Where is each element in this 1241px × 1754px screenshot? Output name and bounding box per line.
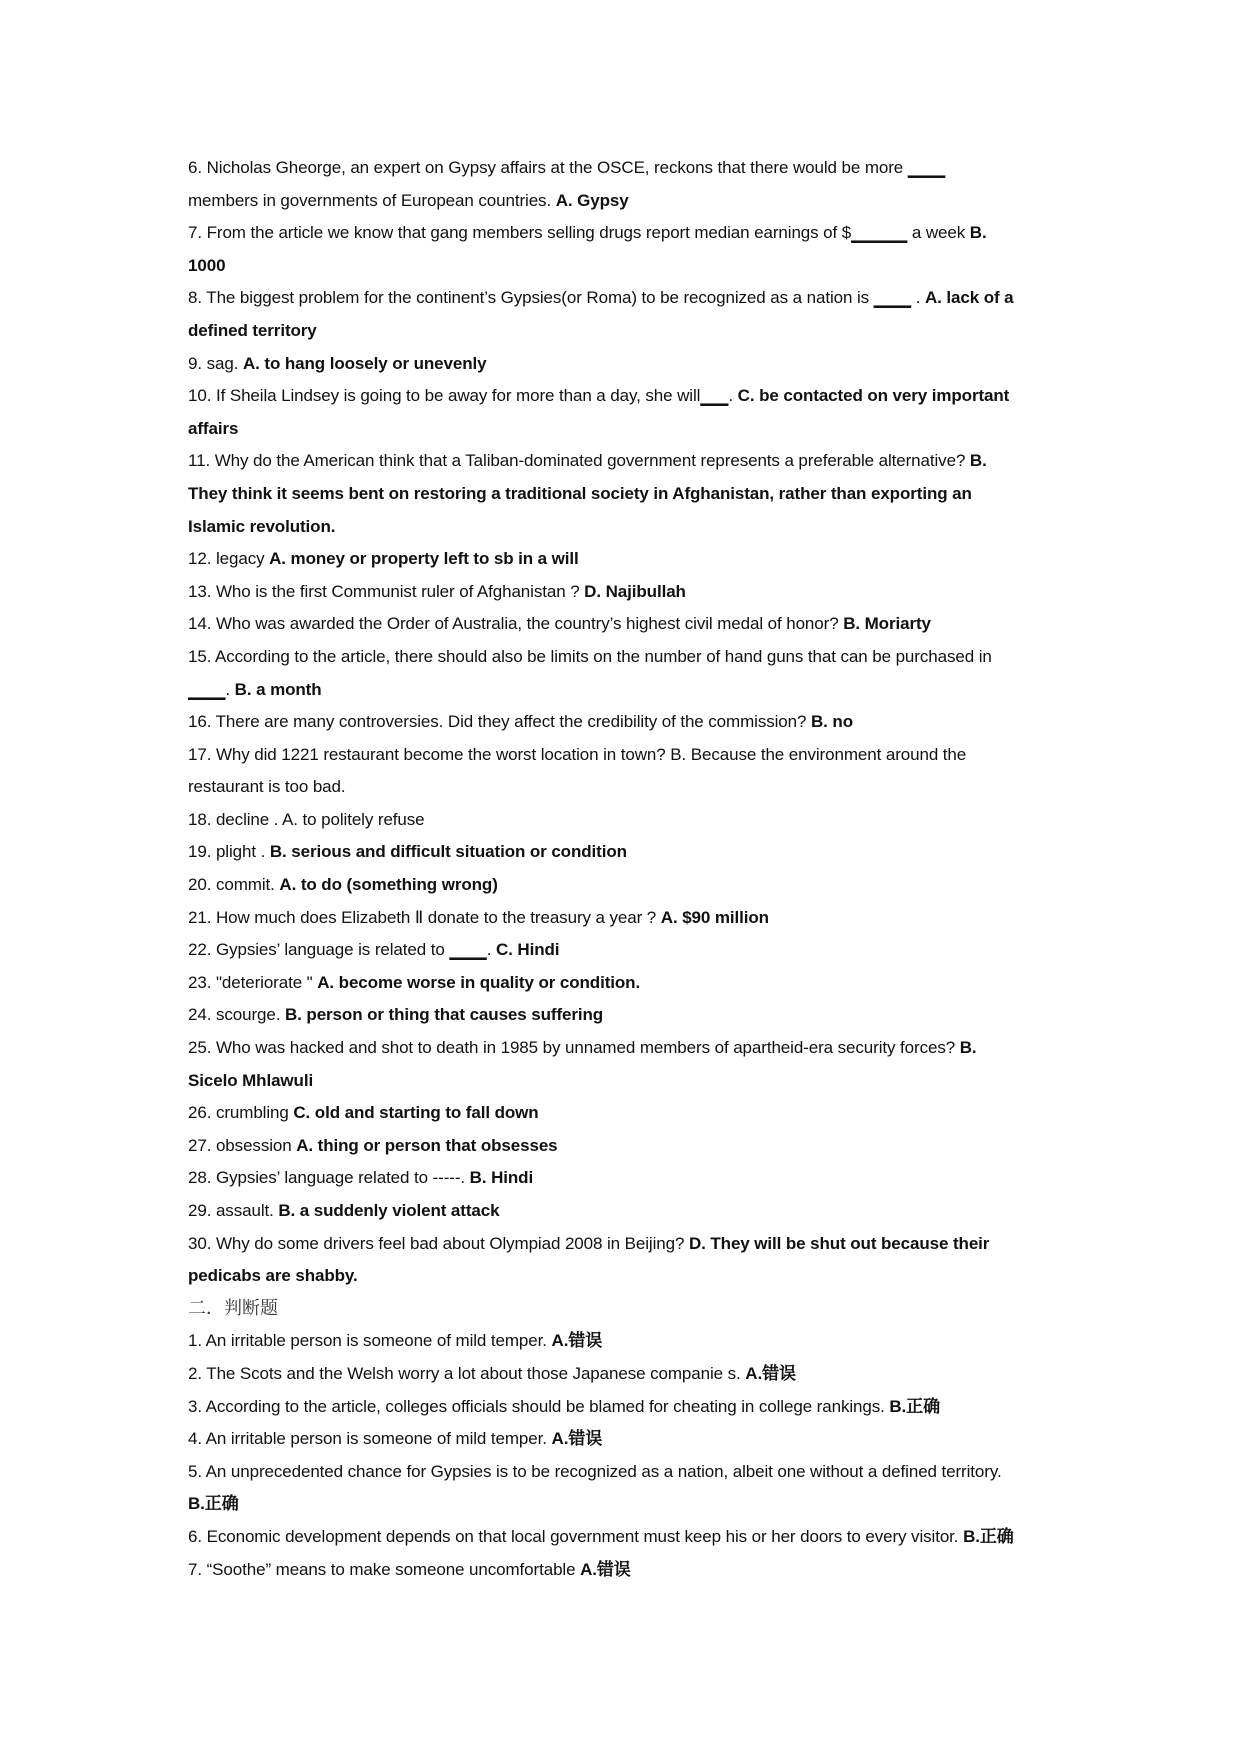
- question-line: [188, 445, 1066, 478]
- question-text: 15. According to the article, there should also be limits on the number of hand guns that can be purchased in: [188, 646, 992, 666]
- question-text: 11. Why do the American think that a Taliban-dominated government represents a preferable alternative?: [188, 451, 970, 471]
- question-line: [188, 771, 1066, 804]
- document-page: [188, 152, 1066, 1586]
- question-line: [188, 282, 1066, 315]
- question-line: [188, 1097, 1066, 1130]
- answer-text: They think it seems bent on restoring a traditional society in Afghanistan, rather than exporting an: [188, 483, 972, 503]
- answer-text: A. to hang loosely or unevenly: [242, 353, 487, 373]
- answer-text: B. person or thing that causes suffering: [284, 1005, 604, 1025]
- question-text: .: [225, 679, 235, 699]
- question-line: [188, 1260, 1066, 1293]
- question-text: 24. scourge.: [188, 1005, 285, 1025]
- answer-text: 1000: [188, 255, 226, 275]
- question-line: [188, 1032, 1066, 1065]
- question-line: [188, 1358, 1066, 1391]
- question-line: [188, 315, 1066, 348]
- question-text: 17. Why did 1221 restaurant become the worst location in town? B. Because the environment around the: [188, 744, 967, 764]
- question-text: .: [911, 288, 925, 308]
- question-text: 30. Why do some drivers feel bad about Olympiad 2008 in Beijing?: [188, 1233, 689, 1253]
- answer-text: B.正确: [188, 1494, 239, 1514]
- answer-text: B. no: [811, 712, 853, 732]
- question-text: 6. Economic development depends on that local government must keep his or her doors to every visitor.: [188, 1526, 964, 1546]
- question-text: 10. If Sheila Lindsey is going to be away for more than a day, she will: [188, 386, 701, 406]
- question-text: 12. legacy: [188, 549, 270, 569]
- question-text: 28. Gypsies’ language related to -----.: [188, 1168, 470, 1188]
- answer-text: B. serious and difficult situation or condition: [269, 842, 627, 862]
- question-text: 29. assault.: [188, 1201, 279, 1220]
- answer-text: Islamic revolution.: [188, 516, 336, 536]
- answer-text: B.: [969, 451, 987, 471]
- question-line: [188, 152, 1066, 185]
- question-text: 5. An unprecedented chance for Gypsies is to be recognized as a nation, albeit one without a defined territory.: [188, 1461, 1002, 1481]
- question-line: [188, 999, 1066, 1032]
- answer-text: A. become worse in quality or condition.: [317, 972, 641, 992]
- answer-text: A. $90 million: [660, 907, 769, 927]
- question-line: [188, 413, 1066, 446]
- question-line: [188, 706, 1066, 739]
- question-line: [188, 967, 1066, 1000]
- question-line: [188, 1391, 1066, 1424]
- question-text: 13. Who is the first Communist ruler of Afghanistan ?: [188, 581, 585, 601]
- answer-text: B. Moriarty: [843, 614, 931, 634]
- answer-text: B.: [959, 1038, 977, 1058]
- question-line: [188, 576, 1066, 609]
- question-text: members in governments of European countries.: [188, 190, 556, 210]
- answer-blank: ____: [188, 679, 226, 699]
- question-line: [188, 217, 1066, 250]
- answer-blank: ___: [700, 386, 729, 406]
- answer-text: C. be contacted on very important: [737, 386, 1010, 406]
- question-line: [188, 739, 1066, 772]
- answer-text: A.错误: [551, 1429, 603, 1449]
- answer-text: B.正确: [963, 1526, 1014, 1546]
- question-line: [188, 902, 1066, 935]
- section-heading: 二．判断题: [188, 1297, 278, 1319]
- answer-text: A. Gypsy: [555, 190, 629, 210]
- answer-text: C. old and starting to fall down: [293, 1103, 539, 1123]
- question-text: 19. plight .: [188, 842, 270, 862]
- answer-text: Sicelo Mhlawuli: [188, 1070, 314, 1090]
- question-text: 20. commit.: [188, 875, 280, 895]
- answer-blank: ____: [873, 288, 912, 308]
- answer-text: B. Hindi: [469, 1168, 534, 1188]
- answer-blank: ____: [449, 940, 487, 960]
- answer-text: A. money or property left to sb in a will: [269, 549, 579, 569]
- question-line: [188, 608, 1066, 641]
- question-text: .: [728, 386, 738, 406]
- question-text: 7. “Soothe” means to make someone uncomfortable: [188, 1559, 581, 1579]
- question-line: [188, 641, 1066, 674]
- answer-text: A. lack of a: [924, 288, 1014, 308]
- question-line: [188, 543, 1066, 576]
- question-text: 27. obsession: [188, 1135, 297, 1155]
- answer-text: A.错误: [745, 1363, 796, 1383]
- question-line: [188, 674, 1066, 707]
- answer-text: defined territory: [188, 320, 317, 340]
- question-line: [188, 348, 1066, 381]
- question-line: [188, 250, 1066, 283]
- answer-text: C. Hindi: [496, 940, 560, 960]
- question-line: [188, 511, 1066, 544]
- question-text: 26. crumbling: [188, 1103, 294, 1123]
- question-line: [188, 1162, 1066, 1195]
- answer-blank: ____: [907, 158, 946, 177]
- question-text: 1. An irritable person is someone of mild temper.: [188, 1331, 552, 1351]
- question-line: [188, 934, 1066, 967]
- question-line: [188, 836, 1066, 869]
- question-line: [188, 1554, 1066, 1587]
- answer-text: B. a month: [234, 679, 322, 699]
- question-text: 7. From the article we know that gang members selling drugs report median earnings of $: [188, 223, 852, 243]
- question-text: 25. Who was hacked and shot to death in 1985 by unnamed members of apartheid-era security forces?: [188, 1038, 960, 1058]
- question-line: [188, 1065, 1066, 1098]
- question-line: [188, 185, 1066, 218]
- question-line: [188, 1228, 1066, 1261]
- question-line: [188, 1195, 1066, 1228]
- question-line: [188, 1325, 1066, 1358]
- question-text: 21. How much does Elizabeth Ⅱ donate to the treasury a year ?: [188, 907, 661, 927]
- answer-text: D. Najibullah: [584, 581, 686, 601]
- question-text: .: [486, 940, 496, 960]
- answer-text: A. to do (something wrong): [279, 875, 498, 895]
- question-text: 14. Who was awarded the Order of Australia, the country’s highest civil medal of honor?: [188, 614, 844, 634]
- answer-text: pedicabs are shabby.: [188, 1266, 358, 1286]
- question-text: 23. "deteriorate ": [188, 972, 318, 992]
- answer-text: B.: [969, 223, 987, 243]
- question-line: [188, 1423, 1066, 1456]
- answer-blank: ______: [851, 223, 908, 243]
- question-text: 16. There are many controversies. Did they affect the credibility of the commission?: [188, 712, 811, 732]
- question-text: 22. Gypsies’ language is related to: [188, 940, 450, 960]
- answer-text: B.正确: [889, 1396, 940, 1416]
- question-line: [188, 804, 1066, 837]
- question-text: 6. Nicholas Gheorge, an expert on Gypsy affairs at the OSCE, reckons that there would be more: [188, 158, 908, 177]
- question-line: [188, 478, 1066, 511]
- question-text: a week: [907, 223, 970, 243]
- question-line: [188, 1456, 1066, 1489]
- question-text: 2. The Scots and the Welsh worry a lot about those Japanese companie s.: [188, 1363, 746, 1383]
- question-text: 4. An irritable person is someone of mild temper.: [188, 1429, 552, 1449]
- answer-text: B. a suddenly violent attack: [278, 1201, 500, 1220]
- question-text: 3. According to the article, colleges officials should be blamed for cheating in college rankings.: [188, 1396, 890, 1416]
- answer-text: D. They will be shut out because their: [688, 1233, 990, 1253]
- question-text: restaurant is too bad.: [188, 777, 346, 797]
- question-line: [188, 869, 1066, 902]
- question-line: [188, 1521, 1066, 1554]
- question-line: [188, 380, 1066, 413]
- question-line: [188, 1130, 1066, 1163]
- question-line: [188, 1488, 1066, 1521]
- question-text: 8. The biggest problem for the continent’s Gypsies(or Roma) to be recognized as a nation is: [188, 288, 874, 308]
- answer-text: A.错误: [551, 1331, 603, 1351]
- answer-text: A.错误: [580, 1559, 631, 1579]
- question-text: 18. decline . A. to politely refuse: [188, 809, 425, 829]
- answer-text: affairs: [188, 418, 239, 438]
- question-text: 9. sag.: [188, 353, 243, 373]
- answer-text: A. thing or person that obsesses: [296, 1135, 558, 1155]
